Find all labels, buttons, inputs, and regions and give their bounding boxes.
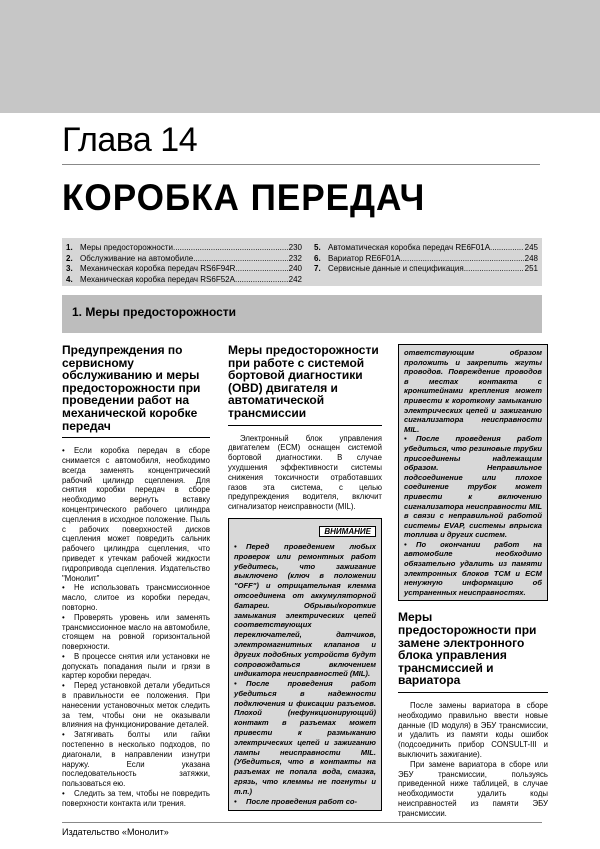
column-2 [228, 344, 382, 811]
toc-leader [193, 254, 287, 265]
col3-paragraph: При замене вариатора в сборе или ЭБУ трансмиссии, пользуясь приведенной ниже таблицей, в случае необходимости удалить коды неисправностей из памяти ЭБУ трансмиссии. [398, 759, 548, 818]
toc-leader [235, 264, 287, 275]
toc-page: 251 [524, 264, 538, 274]
toc-page: 230 [288, 243, 302, 252]
col2-paragraph: Электронный блок управления двигателем (ECM) оснащен системой бортовой диагностики. В случае ухудшения эффективности системы снижения токсичности отработавших газов эта система, с целью предупреждения водителя, включит сигнализатор неисправности (MIL). [228, 433, 382, 512]
toc-leader [400, 254, 523, 265]
bullet-icon: • [234, 679, 237, 689]
toc-leader [490, 243, 524, 254]
bullet-icon: • [404, 434, 407, 444]
toc-item[interactable] [314, 243, 538, 254]
col1-paragraph: • Не использовать трансмиссионное масло, слитое из коробки передач, повторно. [62, 583, 210, 612]
note-paragraph: • После проведения работ убедиться в надежности подключения и фиксации разъемов. Плохой (нефункционирующий) контакт в разъемах может привести к размыканию электрических цепей и зажиганию лампы неисправности MIL. (Убедиться, что в контакты на разъемах не попала вода, смазка, грязь, что клеммы не погнуты и т.п.) [234, 679, 376, 796]
col1-heading: Предупреждения по сервисному обслуживанию и меры предосторожности при проведении работ на механической коробке передач [62, 343, 201, 433]
toc-item[interactable] [66, 243, 302, 254]
toc-num: 4. [66, 274, 73, 284]
section-header [62, 295, 542, 333]
note-paragraph: • По окончании работ на автомобиле необходимо обязательно удалить из памяти электронных блоков TCM и ECM ненужную информацию об устраненных неисправностях. [404, 539, 542, 597]
col3-heading: Меры предосторожности при замене электронного блока управления трансмиссией и вариатора [398, 610, 537, 688]
toc-item[interactable] [314, 254, 538, 265]
note-paragraph: • После проведения работ со- [234, 796, 358, 806]
page-title: КОРОБКА ПЕРЕДАЧ [62, 177, 426, 218]
toc-leader [173, 243, 288, 254]
bullet-icon: • [62, 446, 65, 456]
chapter-divider [62, 164, 540, 165]
toc-title: Сервисные данные и спецификация [328, 264, 464, 274]
section-title: 1. Меры предосторожности [72, 305, 237, 319]
warning-note [228, 518, 382, 812]
col3-paragraph: После замены вариатора в сборе необходимо правильно ввести новые данные (ID модуля) в ЭБУ трансмиссии, и удалить из памяти коды ошибок (подсоединить прибор CONSULT-III и выключить зажигание). [398, 701, 548, 759]
column-3 [398, 344, 548, 819]
warning-note-continued [398, 344, 548, 601]
toc-num: 5. [314, 243, 321, 252]
toc-num: 1. [66, 243, 73, 252]
col1-paragraph: • Следить за тем, чтобы не повредить поверхности контакта или трения. [62, 789, 210, 808]
footer-divider [62, 822, 542, 823]
bullet-icon: • [62, 651, 65, 661]
toc-page: 245 [524, 243, 538, 252]
header-band [0, 0, 600, 113]
toc-leader [235, 275, 288, 286]
bullet-icon: • [62, 730, 65, 740]
toc-page: 242 [288, 274, 302, 284]
toc-leader [464, 264, 524, 275]
toc-item[interactable] [66, 264, 302, 275]
table-of-contents [62, 238, 542, 286]
toc-page: 248 [524, 253, 538, 263]
col2-heading: Меры предосторожности при работе с системой бортовой диагностики (OBD) двигателя и автоматической трансмиссии [228, 343, 379, 420]
toc-num: 7. [314, 264, 321, 274]
toc-page: 240 [288, 264, 302, 274]
note-paragraph: ответствующим образом проложить и закрепить жгуты проводов. Повреждение проводов в местах контакта с кронштейнами крепления может привести к короткому замыканию электрических цепей и зажиганию сигнализатора неисправности MIL. [404, 348, 542, 434]
col1-paragraph: • Если коробка передач в сборе снимается с автомобиля, необходимо всегда заменять концентрический рабочий цилиндр сцепления. Для снятия коробки передач в сборе необходимо вернуть вставку концентрического рабочего цилиндра сцепления в исходное положение. Пыль с рабочих поверхностей дисков сцепления может повредить сальник рабочего цилиндра сцепления, что приведет к утечкам рабочей жидкости гидропривода сцепления. Издательство "Монолит" [62, 446, 210, 583]
bullet-icon: • [62, 681, 65, 691]
heading-rule [398, 692, 548, 693]
bullet-icon: • [404, 539, 407, 549]
note-paragraph: • После проведения работ убедиться, что резиновые трубки присоединены надлежащим образом. Неправильное подсоединение или плохое соединение трубок может привести к включению сигнализатора неисправности MIL в связи с неправильной работой системы EVAP, системы впрыска топлива и других систем. [404, 434, 542, 540]
col1-paragraph: • Затягивать болты или гайки постепенно в несколько подходов, по диагонали, в направлении изнутри наружу. Если указана последовательность затяжки, пользоваться ею. [62, 730, 210, 789]
toc-item[interactable] [314, 264, 538, 275]
toc-title: Механическая коробка передач RS6F94R [80, 264, 236, 274]
bullet-icon: • [62, 789, 65, 799]
warning-label: ВНИМАНИЕ [234, 521, 376, 539]
toc-title: Меры предосторожности [80, 243, 173, 252]
toc-title: Механическая коробка передач RS6F52A [80, 274, 235, 284]
bullet-icon: • [234, 541, 237, 551]
toc-title: Вариатор RE6F01A [328, 253, 401, 263]
column-1 [62, 344, 210, 809]
bullet-icon: • [234, 796, 237, 806]
bullet-icon: • [62, 583, 65, 593]
toc-num: 6. [314, 253, 321, 263]
toc-page: 232 [288, 253, 302, 263]
toc-num: 3. [66, 264, 73, 274]
col1-paragraph: • В процессе снятия или установки не допускать попадания пыли и грязи в картер коробки передач. [62, 651, 210, 681]
toc-title: Обслуживание на автомобиле [80, 253, 194, 263]
toc-left-column [66, 243, 302, 285]
col1-paragraph: • Перед установкой детали убедиться в правильности ее положения. При нанесении установочных меток следить за тем, чтобы они не оказывали влияния на функционирование деталей. [62, 681, 210, 730]
toc-num: 2. [66, 253, 73, 263]
bullet-icon: • [62, 612, 65, 622]
footer-publisher: Издательство «Монолит» [62, 827, 169, 837]
toc-item[interactable] [66, 254, 302, 265]
note-paragraph: • Перед проведением любых проверок или ремонтных работ убедитесь, что зажигание выключено (ключ в положении "OFF") и отрицательная клемма отсоединена от аккумуляторной батареи. Обрывы/короткие замыкания электрических цепей соответствующих переключателей, датчиков, электромагнитных клапанов и других подобных устройств будут сопровождаться включением индикатора неисправностей (MIL). [234, 541, 376, 679]
toc-right-column [314, 243, 538, 275]
heading-rule [228, 425, 382, 426]
toc-item[interactable] [66, 275, 302, 286]
chapter-label: Глава 14 [62, 121, 198, 159]
toc-title: Автоматическая коробка передач RE6F01A [328, 243, 491, 252]
col1-paragraph: • Проверять уровень или заменять трансмиссионное масло на автомобиле, стоящем на ровной горизонтальной поверхности. [62, 612, 210, 652]
heading-rule [62, 437, 210, 438]
